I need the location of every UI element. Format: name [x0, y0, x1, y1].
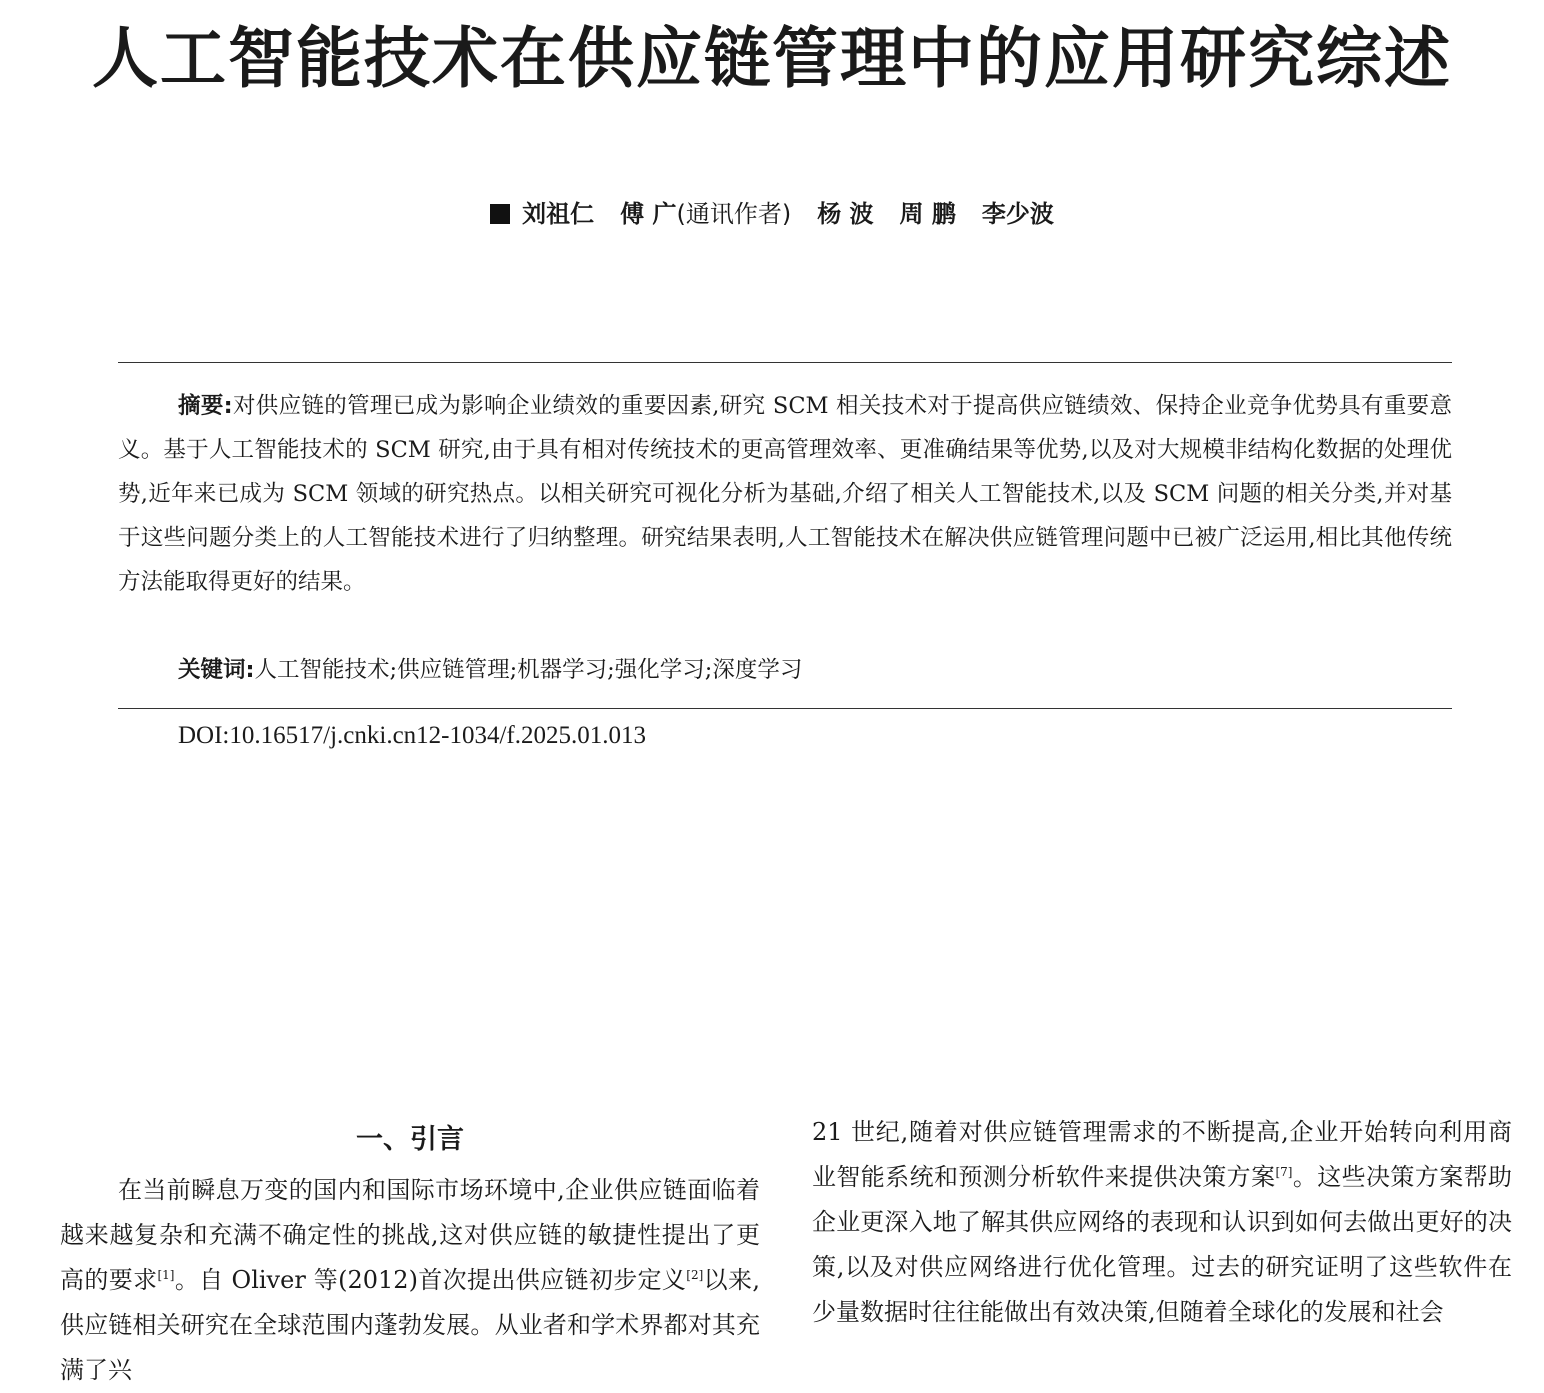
body-paragraph [60, 1168, 760, 1393]
author-name: 刘祖仁 [522, 200, 595, 228]
author-name: 杨 波 [817, 200, 874, 228]
paper-title: 人工智能技术在供应链管理中的应用研究综述 [92, 20, 1452, 97]
body-text: 21 世纪,随着对供应链管理需求的不断提高,企业开始转向利用商业智能系统和预测分析软件来提供决策方案 [812, 1118, 1512, 1191]
section-heading: 一、引言 [356, 1124, 464, 1155]
author-name: 周 鹏 [899, 200, 956, 228]
author-line [0, 194, 1544, 234]
citation-ref[interactable]: [7] [1275, 1165, 1293, 1179]
body-text: 。这些决策方案帮助企业更深入地了解其供应网络的表现和认识到如何去做出更好的决策,以及对供应网络进行优化管理。过去的研究证明了这些软件在少量数据时往往能做出有效决策,但随着全球化的发展和社会 [812, 1163, 1513, 1326]
doi: DOI:10.16517/j.cnki.cn12-1034/f.2025.01.013 [178, 722, 647, 749]
abstract-top-rule [118, 362, 1452, 363]
author-marker-icon [490, 204, 510, 224]
abstract [118, 384, 1452, 604]
keywords-text: 人工智能技术;供应链管理;机器学习;强化学习;深度学习 [254, 657, 803, 683]
author-name: 傅 广 [620, 200, 677, 228]
abstract-bottom-rule [118, 708, 1452, 709]
keywords-label: 关键词: [178, 657, 255, 683]
body-text: 在当前瞬息万变的国内和国际市场环境中,企业供应链面临着越来越复杂和充满不确定性的挑战,这对供应链的敏捷性提出了更高的要求 [60, 1176, 760, 1294]
body-paragraph [812, 1110, 1512, 1335]
corresponding-author-note: (通讯作者) [676, 200, 792, 228]
citation-ref[interactable]: [1] [157, 1268, 175, 1282]
keywords [118, 648, 1452, 692]
abstract-label: 摘要: [178, 393, 233, 419]
right-column [812, 1110, 1512, 1335]
author-name: 李少波 [981, 200, 1054, 228]
body-text: 以来,供应链相关研究在全球范围内蓬勃发展。从业者和学术界都对其充满了兴 [60, 1266, 760, 1384]
abstract-text: 对供应链的管理已成为影响企业绩效的重要因素,研究 SCM 相关技术对于提高供应链绩效、保持企业竞争优势具有重要意义。基于人工智能技术的 SCM 研究,由于具有相对传统技术的更高管理效率、更准确结果等优势,以及对大规模非结构化数据的处理优势,近年来已成为 SCM 领域的研究热点。以相关研究可视化分析为基础,介绍了相关人工智能技术,以及 SCM 问题的相关分类,并对基于这些问题分类上的人工智能技术进行了归纳整理。研究结果表明,人工智能技术在解决供应链管理问题中已被广泛运用,相比其他传统方法能取得更好的结果。 [118, 393, 1452, 595]
left-column [60, 1110, 760, 1393]
body-text: 。自 Oliver 等(2012)首次提出供应链初步定义 [174, 1266, 687, 1294]
citation-ref[interactable]: [2] [686, 1268, 704, 1282]
